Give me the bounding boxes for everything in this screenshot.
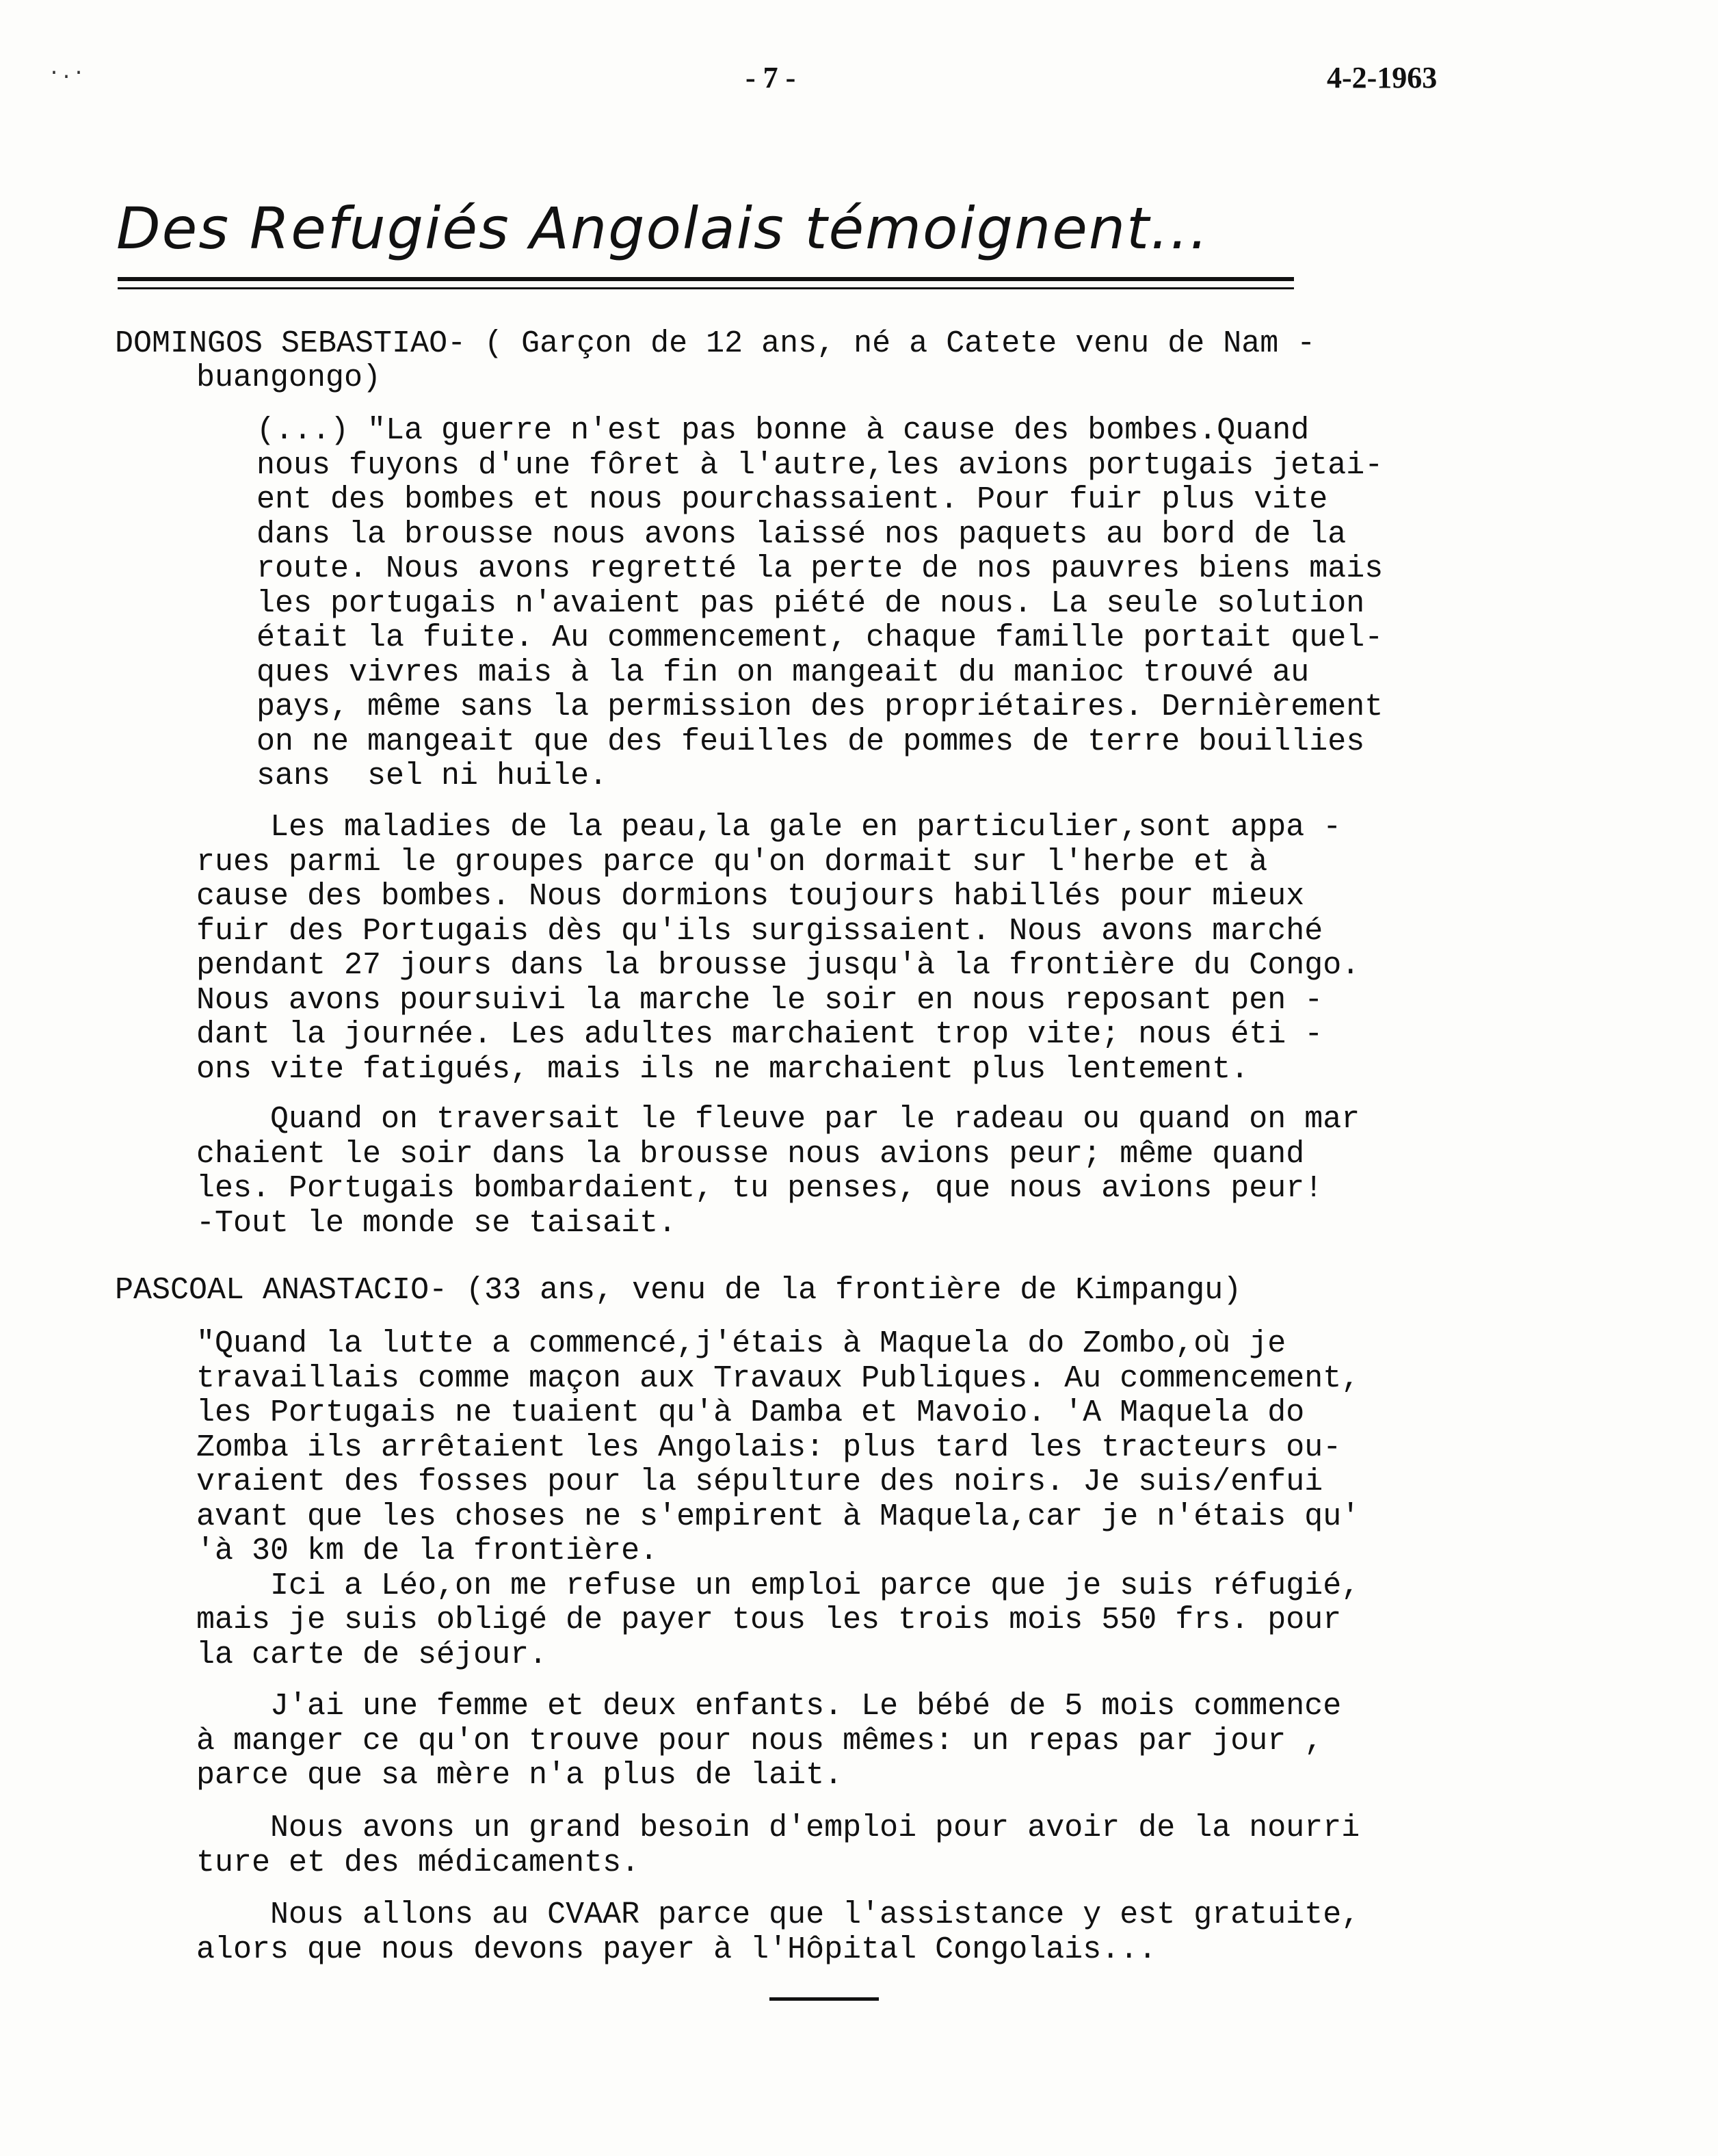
title-underline-thick (118, 277, 1294, 281)
speaker-heading-pascoal: PASCOAL ANASTACIO- (33 ans, venu de la frontière de Kimpangu) (115, 1273, 1242, 1308)
speaker-heading-domingos: DOMINGOS SEBASTIAO- ( Garçon de 12 ans, né a Catete venu de Nam - (115, 326, 1316, 361)
testimony-paragraph: Nous avons un grand besoin d'emploi pour avoir de la nourri ture et des médicaments. (196, 1811, 1360, 1880)
testimony-paragraph: Les maladies de la peau,la gale en particulier,sont appa - rues parmi le groupes parce qu'on dormait sur l'herbe et à cause des bombes. Nous dormions toujours habillés pour mieux fuir des Portugais dès qu'ils surgissaient. Nous avons marché pendant 27 jours dans la brousse jusqu'à la frontière du Congo. Nous avons poursuivi la marche le soir en nous reposant pen - dant la journée. Les adultes marchaient trop vite; nous éti - ons vite fatigués, mais ils ne marchaient plus lentement. (196, 810, 1360, 1087)
end-rule (769, 1997, 879, 2001)
testimony-paragraph: J'ai une femme et deux enfants. Le bébé de 5 mois commence à manger ce qu'on trouve pour nous mêmes: un repas par jour , parce que sa mère n'a plus de lait. (196, 1689, 1342, 1793)
testimony-paragraph: (...) "La guerre n'est pas bonne à cause des bombes.Quand nous fuyons d'une fôret à l'autre,les avions portugais jetai- ent des bombes et nous pourchassaient. Pour fuir plus vite dans la brousse nous avons laissé nos paquets au bord de la route. Nous avons regretté la perte de nos pauvres biens mais les portugais n'avaient pas piété de nous. La seule solution était la fuite. Au commencement, chaque famille portait quel- ques vivres mais à la fin on mangeait du manioc trouvé au pays, même sans la permission des propriétaires. Dernièrement on ne mangeait que des feuilles de pommes de terre bouillies sans sel ni huile. (256, 413, 1384, 793)
testimony-paragraph: Quand on traversait le fleuve par le radeau ou quand on mar chaient le soir dans la brousse nous avions peur; même quand les. Portugais bombardaient, tu penses, que nous avions peur! -Tout le monde se taisait. (196, 1102, 1360, 1241)
page-number: - 7 - (745, 61, 796, 94)
testimony-paragraph: Nous allons au CVAAR parce que l'assistance y est gratuite, alors que nous devons payer à l'Hôpital Congolais... (196, 1897, 1360, 1967)
testimony-paragraph: "Quand la lutte a commencé,j'étais à Maquela do Zombo,où je travaillais comme maçon aux Travaux Publiques. Au commencement, les Portugais ne tuaient qu'à Damba et Mavoio. 'A Maquela do Zomba ils arrêtaient les Angolais: plus tard les tracteurs ou- vraient des fosses pour la sépulture des noirs. Je suis/enfui avant que les choses ne s'empirent à Maquela,car je n'étais qu' 'à 30 km de la frontière. Ici a Léo,on me refuse un emploi parce que je suis réfugié, mais je suis obligé de payer tous les trois mois 550 frs. pour la carte de séjour. (196, 1326, 1360, 1672)
speaker-heading-domingos-continued: buangongo) (196, 360, 382, 395)
scan-speck-marks: ·.· (48, 62, 85, 85)
title-underline-thin (118, 287, 1294, 289)
document-date: 4-2-1963 (1327, 61, 1438, 94)
page-title: Des Refugiés Angolais témoignent... (116, 195, 1210, 262)
